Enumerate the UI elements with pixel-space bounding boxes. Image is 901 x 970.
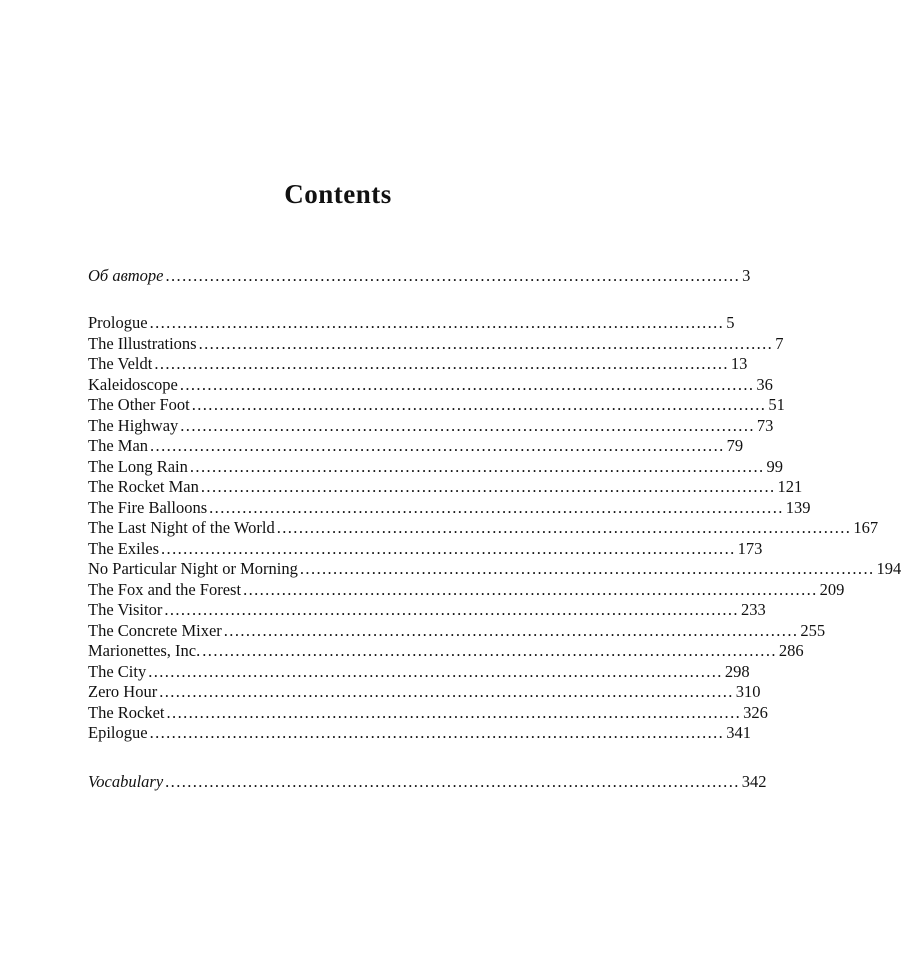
leader-dots: ........................................................................................................ — [154, 354, 729, 373]
toc-entry — [88, 661, 750, 683]
toc-entry — [88, 395, 785, 416]
toc-entry-page: 73 — [756, 415, 774, 435]
toc-entry — [88, 702, 768, 724]
toc-entry — [88, 415, 774, 437]
toc-entry-page: 51 — [768, 395, 785, 414]
toc-entry-page: 194 — [876, 559, 901, 578]
toc-entry-title: The Visitor — [88, 600, 163, 619]
toc-back-matter — [88, 772, 767, 793]
toc-entry-title: Kaleidoscope — [88, 374, 178, 394]
toc-entry — [88, 641, 804, 662]
leader-dots: ........................................................................................................ — [165, 266, 741, 285]
toc-entry — [88, 456, 784, 478]
toc-entry — [88, 620, 826, 642]
leader-dots: ........................................................................................................ — [198, 333, 774, 353]
toc-entry-title: Marionettes, Inc. — [88, 641, 201, 660]
toc-entry — [88, 436, 744, 457]
toc-entry-page: 310 — [735, 682, 761, 701]
toc-chapters — [88, 313, 901, 744]
toc-entry-title: The Other Foot — [88, 395, 190, 414]
toc-entry — [88, 477, 803, 498]
toc-entry — [88, 682, 761, 703]
toc-entry-page: 79 — [726, 436, 744, 455]
toc-entry-page: 99 — [766, 456, 784, 476]
toc-entry — [88, 497, 811, 519]
leader-dots: ........................................................................................................ — [161, 538, 736, 558]
leader-dots: ........................................................................................................ — [276, 518, 852, 537]
toc-entry-title: Об авторе — [88, 266, 164, 285]
toc-entry-page: 209 — [819, 579, 845, 599]
toc-entry-page: 173 — [737, 538, 763, 558]
toc-entry-title: The Last Night of the World — [88, 518, 275, 537]
toc-entry-page: 255 — [800, 620, 826, 640]
toc-entry — [88, 333, 784, 355]
leader-dots: ........................................................................................................ — [243, 579, 818, 599]
toc-entry-title: The Concrete Mixer — [88, 620, 222, 640]
page-title: Contents — [284, 179, 392, 209]
toc-entry-page: 233 — [740, 600, 766, 619]
toc-entry-page: 167 — [853, 518, 879, 537]
leader-dots: ........................................................................................................ — [209, 497, 784, 517]
toc-entry — [88, 538, 763, 560]
toc-entry-title: The Rocket — [88, 702, 165, 722]
toc-entry — [88, 374, 773, 396]
toc-entry-title: The City — [88, 661, 147, 681]
toc-entry — [88, 723, 751, 744]
toc-entry — [88, 600, 766, 621]
toc-entry — [88, 354, 748, 375]
toc-entry — [88, 772, 767, 793]
toc-entry-title: The Long Rain — [88, 456, 188, 476]
toc-entry-page: 342 — [741, 772, 767, 791]
toc-entry-page: 286 — [778, 641, 804, 660]
toc-entry-title: The Exiles — [88, 538, 160, 558]
leader-dots: ........................................................................................................ — [179, 374, 755, 394]
leader-dots: ........................................................................................................ — [191, 395, 767, 414]
leader-dots: ........................................................................................................ — [202, 641, 777, 660]
toc-entry-page: 13 — [730, 354, 748, 373]
toc-entry-title: Epilogue — [88, 723, 148, 742]
leader-dots: ........................................................................................................ — [200, 477, 776, 496]
toc-entry-title: The Illustrations — [88, 333, 197, 353]
leader-dots: ........................................................................................................ — [149, 723, 725, 742]
toc-entry-title: The Fox and the Forest — [88, 579, 242, 599]
leader-dots: ........................................................................................................ — [164, 600, 739, 619]
toc-entry-page: 326 — [743, 702, 768, 722]
toc-entry — [88, 559, 901, 580]
leader-dots: ........................................................................................................ — [299, 559, 875, 578]
toc-entry — [88, 579, 845, 601]
toc-entry-page: 5 — [726, 313, 735, 332]
toc-entry-page: 36 — [756, 374, 773, 394]
leader-dots: ........................................................................................................ — [149, 313, 725, 332]
toc-entry-title: Prologue — [88, 313, 148, 332]
toc-entry-title: The Fire Balloons — [88, 497, 208, 517]
leader-dots: ........................................................................................................ — [148, 661, 723, 681]
toc-entry-page: 139 — [785, 497, 811, 517]
leader-dots: ........................................................................................................ — [166, 702, 742, 722]
toc-entry-page: 121 — [777, 477, 803, 496]
toc-entry-title: Zero Hour — [88, 682, 158, 701]
toc-entry-title: The Veldt — [88, 354, 153, 373]
leader-dots: ........................................................................................................ — [159, 682, 734, 701]
toc-entry — [88, 266, 751, 287]
leader-dots: ........................................................................................................ — [223, 620, 799, 640]
leader-dots: ........................................................................................................ — [180, 415, 755, 435]
toc-entry-title: The Man — [88, 436, 149, 455]
toc-entry-page: 7 — [775, 333, 784, 353]
toc-entry-page: 298 — [724, 661, 750, 681]
toc-entry-title: Vocabulary — [88, 772, 164, 791]
toc-entry-title: The Rocket Man — [88, 477, 199, 496]
toc-entry — [88, 518, 879, 539]
leader-dots: ........................................................................................................ — [165, 772, 740, 791]
leader-dots: ........................................................................................................ — [189, 456, 765, 476]
toc-entry-title: The Highway — [88, 415, 179, 435]
toc-entry-page: 341 — [726, 723, 751, 742]
toc-entry — [88, 313, 735, 334]
leader-dots: ........................................................................................................ — [150, 436, 725, 455]
toc-entry-title: No Particular Night or Morning — [88, 559, 298, 578]
toc-entry-page: 3 — [742, 266, 751, 285]
toc-front-matter — [88, 266, 751, 287]
